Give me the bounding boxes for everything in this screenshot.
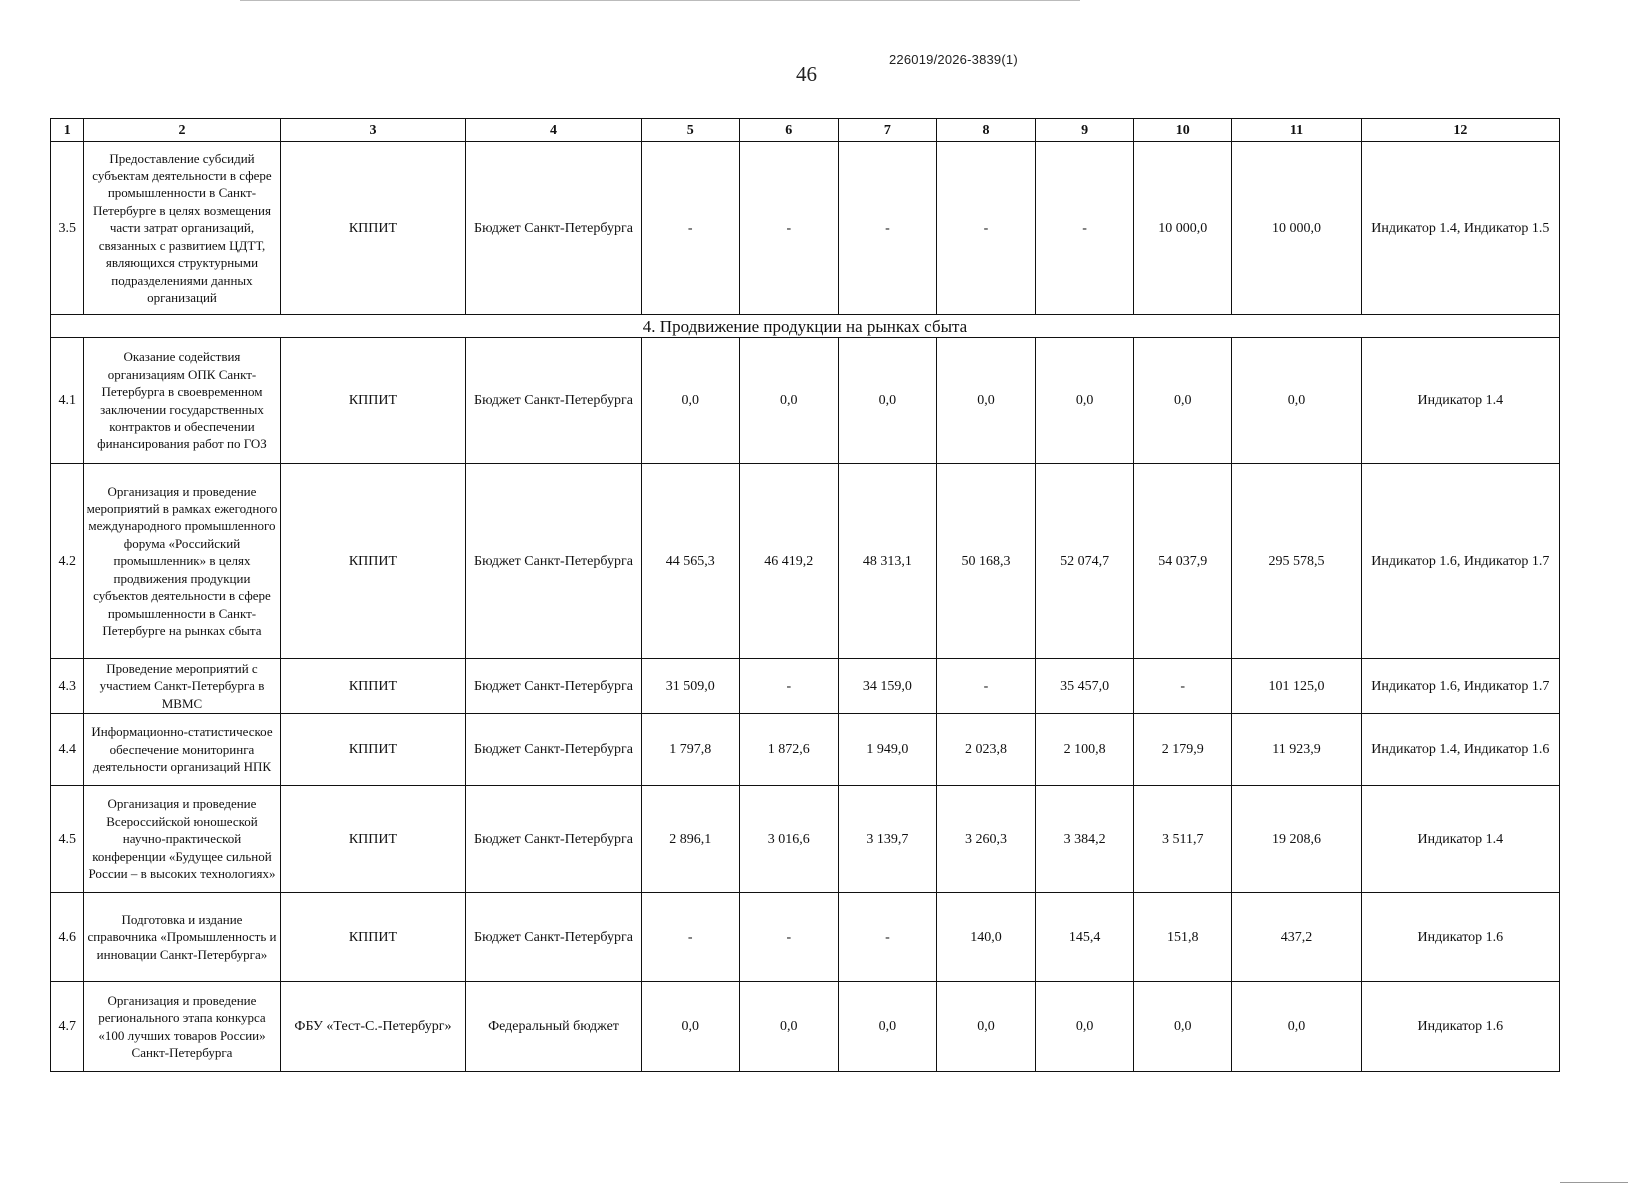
executor: КППИТ [280,338,466,464]
funding-source: Бюджет Санкт-Петербурга [466,142,641,315]
column-header: 11 [1232,119,1361,142]
funding-source: Федеральный бюджет [466,982,641,1072]
value-cell: 3 384,2 [1036,786,1134,893]
executor: КППИТ [280,893,466,982]
column-header: 6 [739,119,838,142]
executor: КППИТ [280,659,466,714]
activity-name: Предоставление субсидий субъектам деятельности в сфере промышленности в Санкт-Петербурге в целях возмещения части затрат организаций, связанных с развитием ЦДТТ, являющихся структурными подразделениями данных организаций [84,142,280,315]
value-cell: 2 896,1 [641,786,739,893]
value-cell: 46 419,2 [739,464,838,659]
value-cell: 44 565,3 [641,464,739,659]
column-header: 8 [936,119,1035,142]
value-cell: 34 159,0 [838,659,936,714]
value-cell: - [838,142,936,315]
value-cell: 145,4 [1036,893,1134,982]
value-cell: 31 509,0 [641,659,739,714]
top-rule [240,0,1080,1]
indicator: Индикатор 1.6 [1361,982,1559,1072]
executor: КППИТ [280,464,466,659]
row-number: 4.2 [51,464,84,659]
value-cell: 10 000,0 [1134,142,1232,315]
value-cell: 0,0 [1036,982,1134,1072]
column-header: 9 [1036,119,1134,142]
value-cell: 295 578,5 [1232,464,1361,659]
activity-name: Организация и проведение мероприятий в рамках ежегодного международного промышленного форума «Российский промышленник» в целях продвижения продукции субъектов деятельности в сфере промышленности в Санкт-Петербурге на рынках сбыта [84,464,280,659]
indicator: Индикатор 1.4, Индикатор 1.6 [1361,714,1559,786]
indicator: Индикатор 1.4, Индикатор 1.5 [1361,142,1559,315]
value-cell: 3 139,7 [838,786,936,893]
indicator: Индикатор 1.6, Индикатор 1.7 [1361,659,1559,714]
value-cell: 48 313,1 [838,464,936,659]
funding-source: Бюджет Санкт-Петербурга [466,338,641,464]
value-cell: 2 023,8 [936,714,1035,786]
value-cell: 0,0 [1232,338,1361,464]
value-cell: - [739,893,838,982]
table-row [51,659,1560,714]
column-header: 2 [84,119,280,142]
value-cell: 0,0 [1036,338,1134,464]
value-cell: 52 074,7 [1036,464,1134,659]
value-cell: 11 923,9 [1232,714,1361,786]
value-cell: - [739,659,838,714]
indicator: Индикатор 1.4 [1361,338,1559,464]
funding-source: Бюджет Санкт-Петербурга [466,786,641,893]
value-cell: 437,2 [1232,893,1361,982]
row-number: 4.3 [51,659,84,714]
value-cell: 3 016,6 [739,786,838,893]
value-cell: 54 037,9 [1134,464,1232,659]
value-cell: 101 125,0 [1232,659,1361,714]
document-stamp: 226019/2026-3839(1) [889,52,1018,67]
table-row [51,893,1560,982]
value-cell: 2 179,9 [1134,714,1232,786]
executor: ФБУ «Тест-С.-Петербург» [280,982,466,1072]
column-header: 10 [1134,119,1232,142]
column-header: 12 [1361,119,1559,142]
value-cell: 0,0 [739,338,838,464]
activity-name: Оказание содействия организациям ОПК Санкт-Петербурга в своевременном заключении государственных контрактов и обеспечении финансирования работ по ГОЗ [84,338,280,464]
value-cell: 0,0 [936,338,1035,464]
activity-name: Организация и проведение Всероссийской юношеской научно-практической конференции «Будущее сильной России – в высоких технологиях» [84,786,280,893]
column-header: 5 [641,119,739,142]
column-header: 4 [466,119,641,142]
value-cell: 10 000,0 [1232,142,1361,315]
activity-name: Проведение мероприятий с участием Санкт-Петербурга в МВМС [84,659,280,714]
executor: КППИТ [280,142,466,315]
activity-name: Подготовка и издание справочника «Промышленность и инновации Санкт-Петербурга» [84,893,280,982]
value-cell: 1 949,0 [838,714,936,786]
value-cell: 0,0 [1232,982,1361,1072]
funding-source: Бюджет Санкт-Петербурга [466,714,641,786]
value-cell: - [641,893,739,982]
executor: КППИТ [280,714,466,786]
row-number: 3.5 [51,142,84,315]
value-cell: - [1036,142,1134,315]
row-number: 4.4 [51,714,84,786]
executor: КППИТ [280,786,466,893]
value-cell: 1 872,6 [739,714,838,786]
budget-table [50,118,1560,1072]
value-cell: 2 100,8 [1036,714,1134,786]
row-number: 4.7 [51,982,84,1072]
column-header: 1 [51,119,84,142]
table-row [51,786,1560,893]
value-cell: 151,8 [1134,893,1232,982]
table-row [51,714,1560,786]
section-row [51,315,1560,338]
value-cell: 1 797,8 [641,714,739,786]
value-cell: - [1134,659,1232,714]
value-cell: 140,0 [936,893,1035,982]
value-cell: 0,0 [838,982,936,1072]
table-row [51,982,1560,1072]
value-cell: 3 511,7 [1134,786,1232,893]
value-cell: 19 208,6 [1232,786,1361,893]
value-cell: - [838,893,936,982]
indicator: Индикатор 1.4 [1361,786,1559,893]
value-cell: 0,0 [641,982,739,1072]
funding-source: Бюджет Санкт-Петербурга [466,659,641,714]
column-header: 3 [280,119,466,142]
value-cell: - [641,142,739,315]
page-number: 46 [796,62,817,86]
value-cell: - [936,659,1035,714]
funding-source: Бюджет Санкт-Петербурга [466,464,641,659]
indicator: Индикатор 1.6, Индикатор 1.7 [1361,464,1559,659]
row-number: 4.6 [51,893,84,982]
bottom-right-rule [1560,1182,1628,1183]
value-cell: 35 457,0 [1036,659,1134,714]
header-row [51,119,1560,142]
value-cell: 0,0 [936,982,1035,1072]
value-cell: 3 260,3 [936,786,1035,893]
row-number: 4.1 [51,338,84,464]
value-cell: 0,0 [739,982,838,1072]
value-cell: 0,0 [1134,982,1232,1072]
table-row [51,464,1560,659]
section-title: 4. Продвижение продукции на рынках сбыта [51,315,1560,338]
value-cell: 50 168,3 [936,464,1035,659]
value-cell: 0,0 [1134,338,1232,464]
table-row [51,142,1560,315]
indicator: Индикатор 1.6 [1361,893,1559,982]
column-header: 7 [838,119,936,142]
value-cell: - [739,142,838,315]
value-cell: 0,0 [838,338,936,464]
value-cell: 0,0 [641,338,739,464]
activity-name: Информационно-статистическое обеспечение мониторинга деятельности организаций НПК [84,714,280,786]
row-number: 4.5 [51,786,84,893]
funding-source: Бюджет Санкт-Петербурга [466,893,641,982]
table-row [51,338,1560,464]
value-cell: - [936,142,1035,315]
activity-name: Организация и проведение регионального этапа конкурса «100 лучших товаров России» Санкт-Петербурга [84,982,280,1072]
